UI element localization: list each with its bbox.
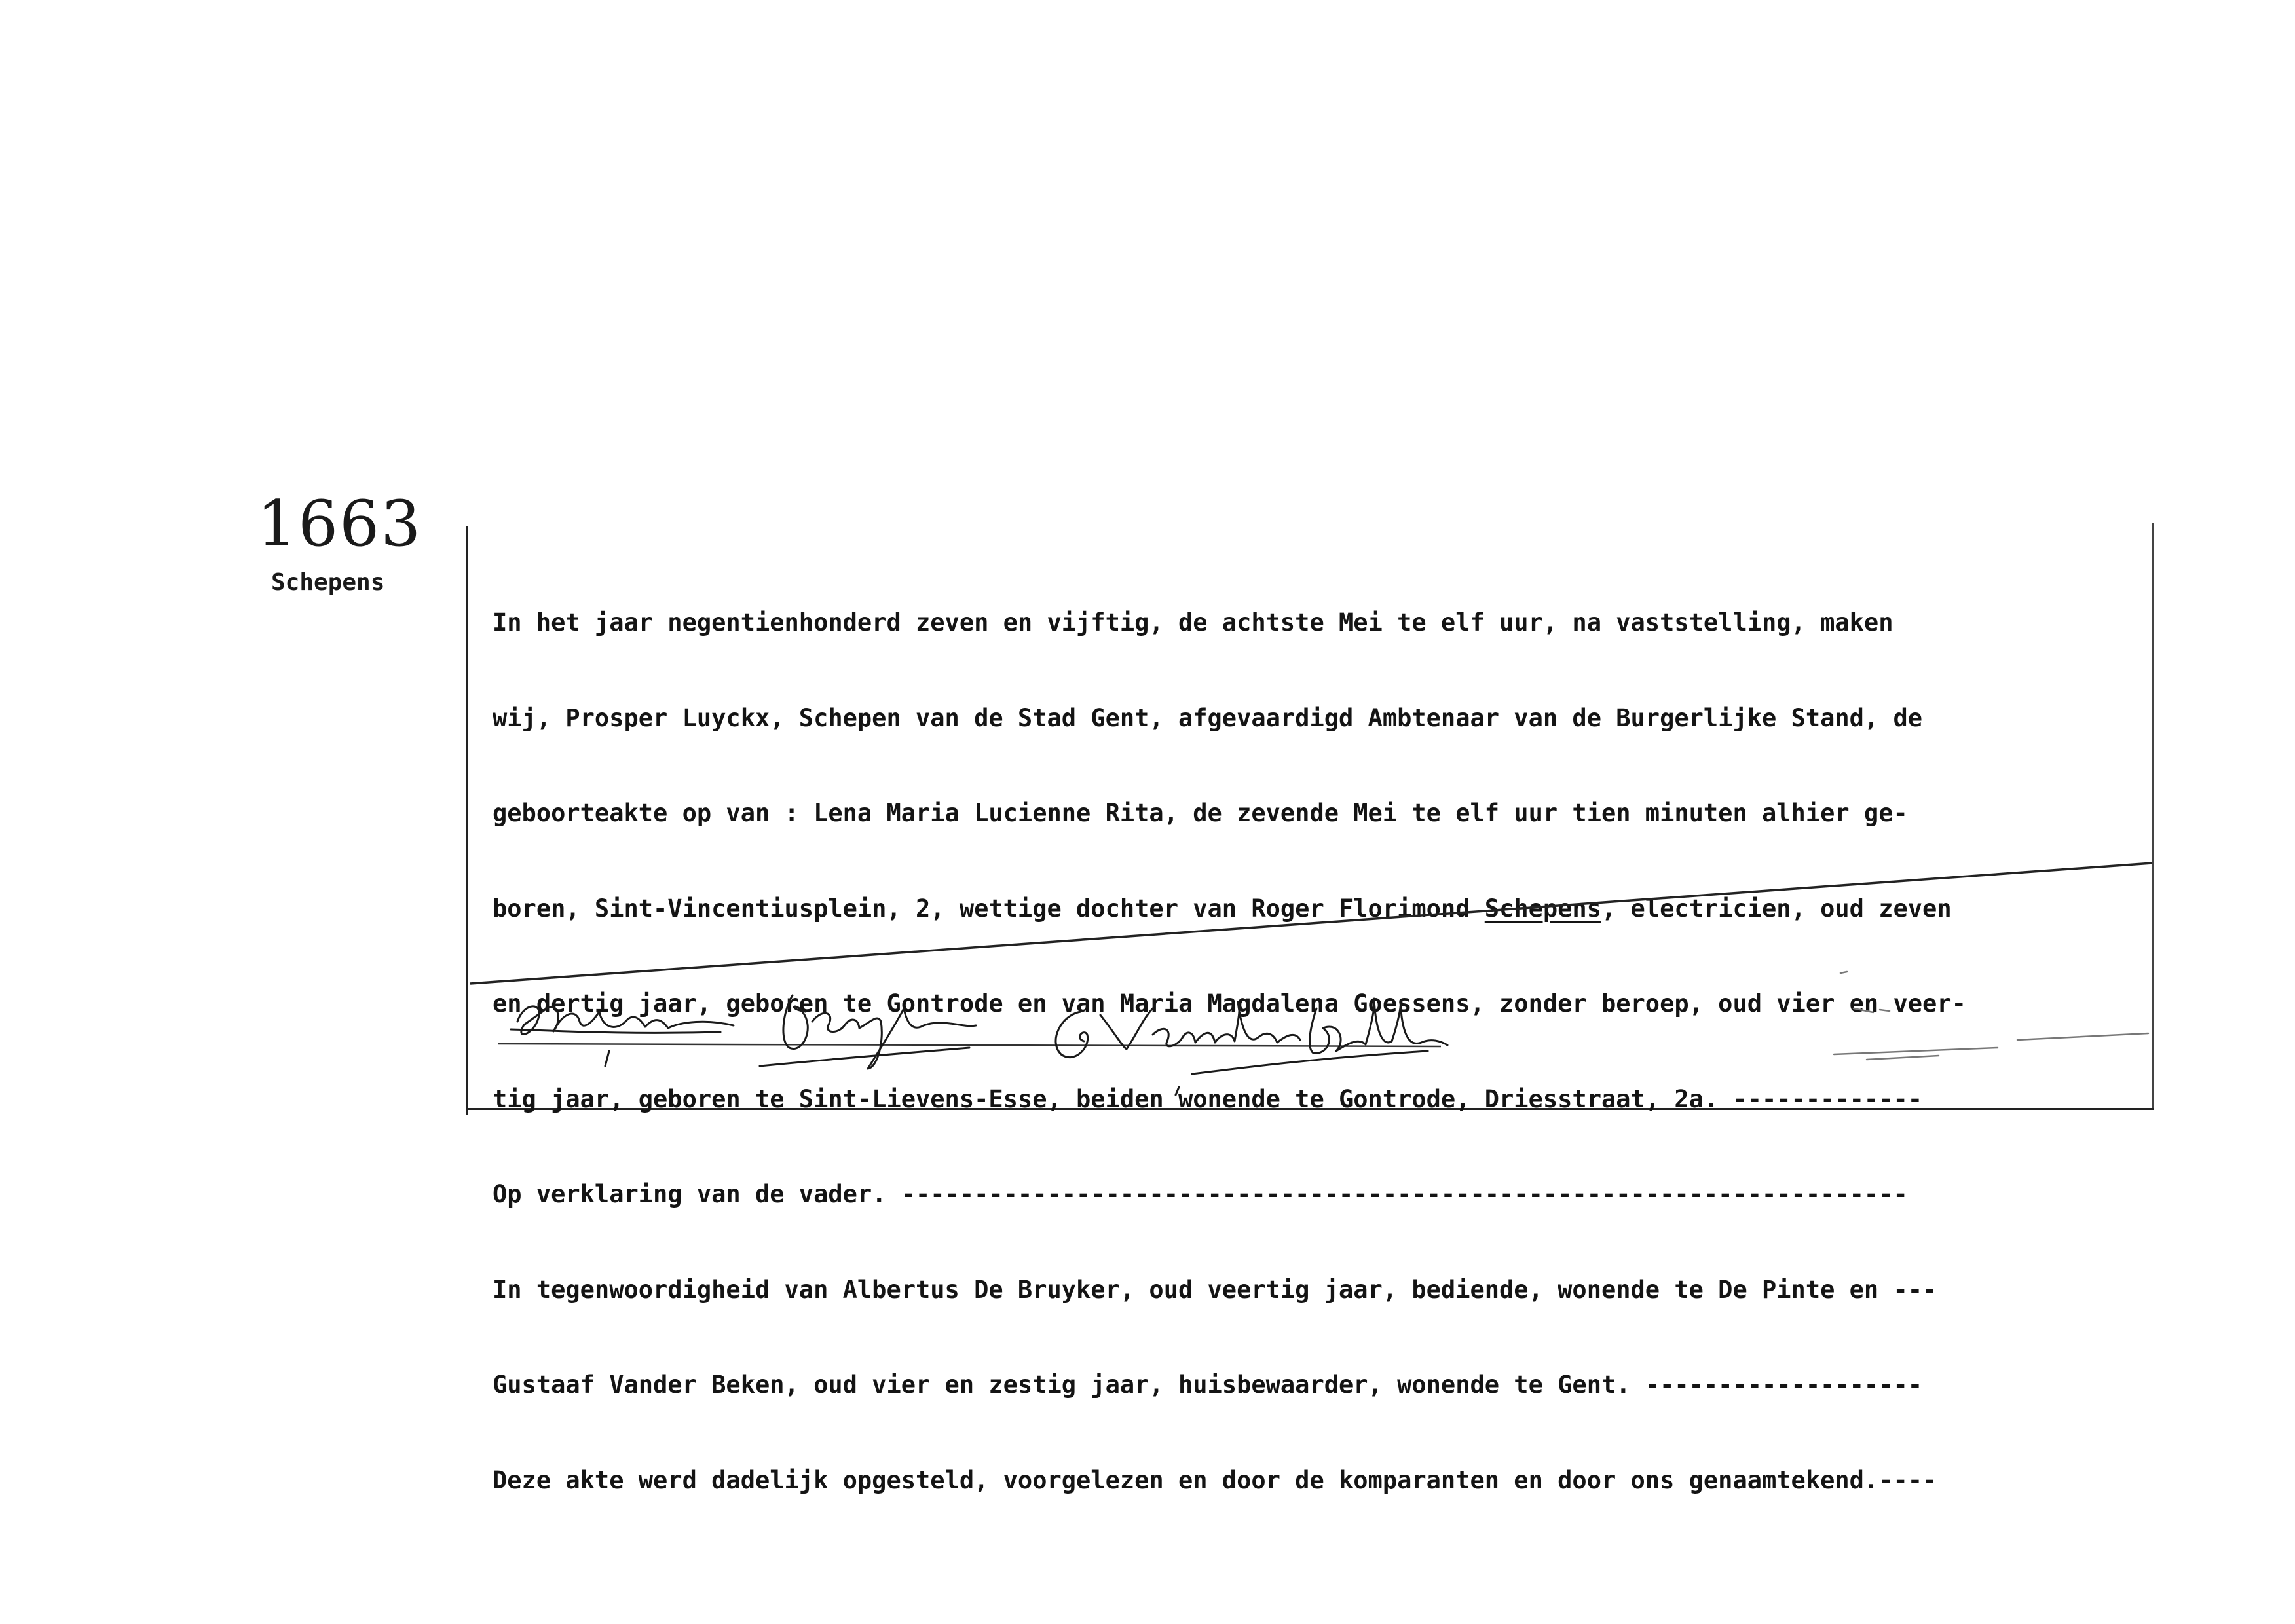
closing-diagonal-line <box>470 863 2152 984</box>
record-line: wij, Prosper Luyckx, Schepen van de Stad Gent, afgevaardigd Ambtenaar van de Burgerlijke Stand, de <box>493 703 1923 732</box>
handwritten-signature-de-bruyker-icon <box>760 995 976 1069</box>
signature-baseline <box>498 1044 1441 1046</box>
record-line: geboorteakte op van : Lena Maria Lucienne Rita, de zevende Mei te elf uur tien minuten alhier ge- <box>493 799 1908 827</box>
handwritten-signature-schepens-icon <box>511 1006 734 1066</box>
margin-surname: Schepens <box>271 569 385 596</box>
record-line-end: , electricien, oud zeven <box>1601 894 1952 923</box>
record-line: tig jaar, geboren te Sint-Lievens-Esse, beiden wonende te Gontrode, Driesstraat, 2a. ------------- <box>493 1084 1923 1113</box>
record-line: Op verklaring van de vader. --------------------------------------------------------------------- <box>493 1180 1908 1208</box>
faint-stamp-marks <box>1834 972 2148 1060</box>
act-number: 1663 <box>257 487 422 561</box>
record-line: en dertig jaar, geboren te Gontrode en van Maria Magdalena Goessens, zonder beroep, oud vier en veer- <box>493 989 1966 1018</box>
record-line: In het jaar negentienhonderd zeven en vijftig, de achtste Mei te elf uur, na vaststelling, maken <box>493 608 1894 637</box>
record-line: In tegenwoordigheid van Albertus De Bruyker, oud veertig jaar, bediende, wonende te De Pinte en --- <box>493 1275 1937 1304</box>
record-line-start: boren, Sint-Vincentiusplein, 2, wettige dochter van Roger Florimond <box>493 894 1485 923</box>
record-line: Gustaaf Vander Beken, oud vier en zestig jaar, huisbewaarder, wonende te Gent. ------------------- <box>493 1371 1923 1399</box>
record-line: Deze akte werd dadelijk opgesteld, voorgelezen en door de komparanten en door ons genaamtekend.---- <box>493 1466 1937 1494</box>
underlined-surname: Schepens <box>1484 894 1601 923</box>
